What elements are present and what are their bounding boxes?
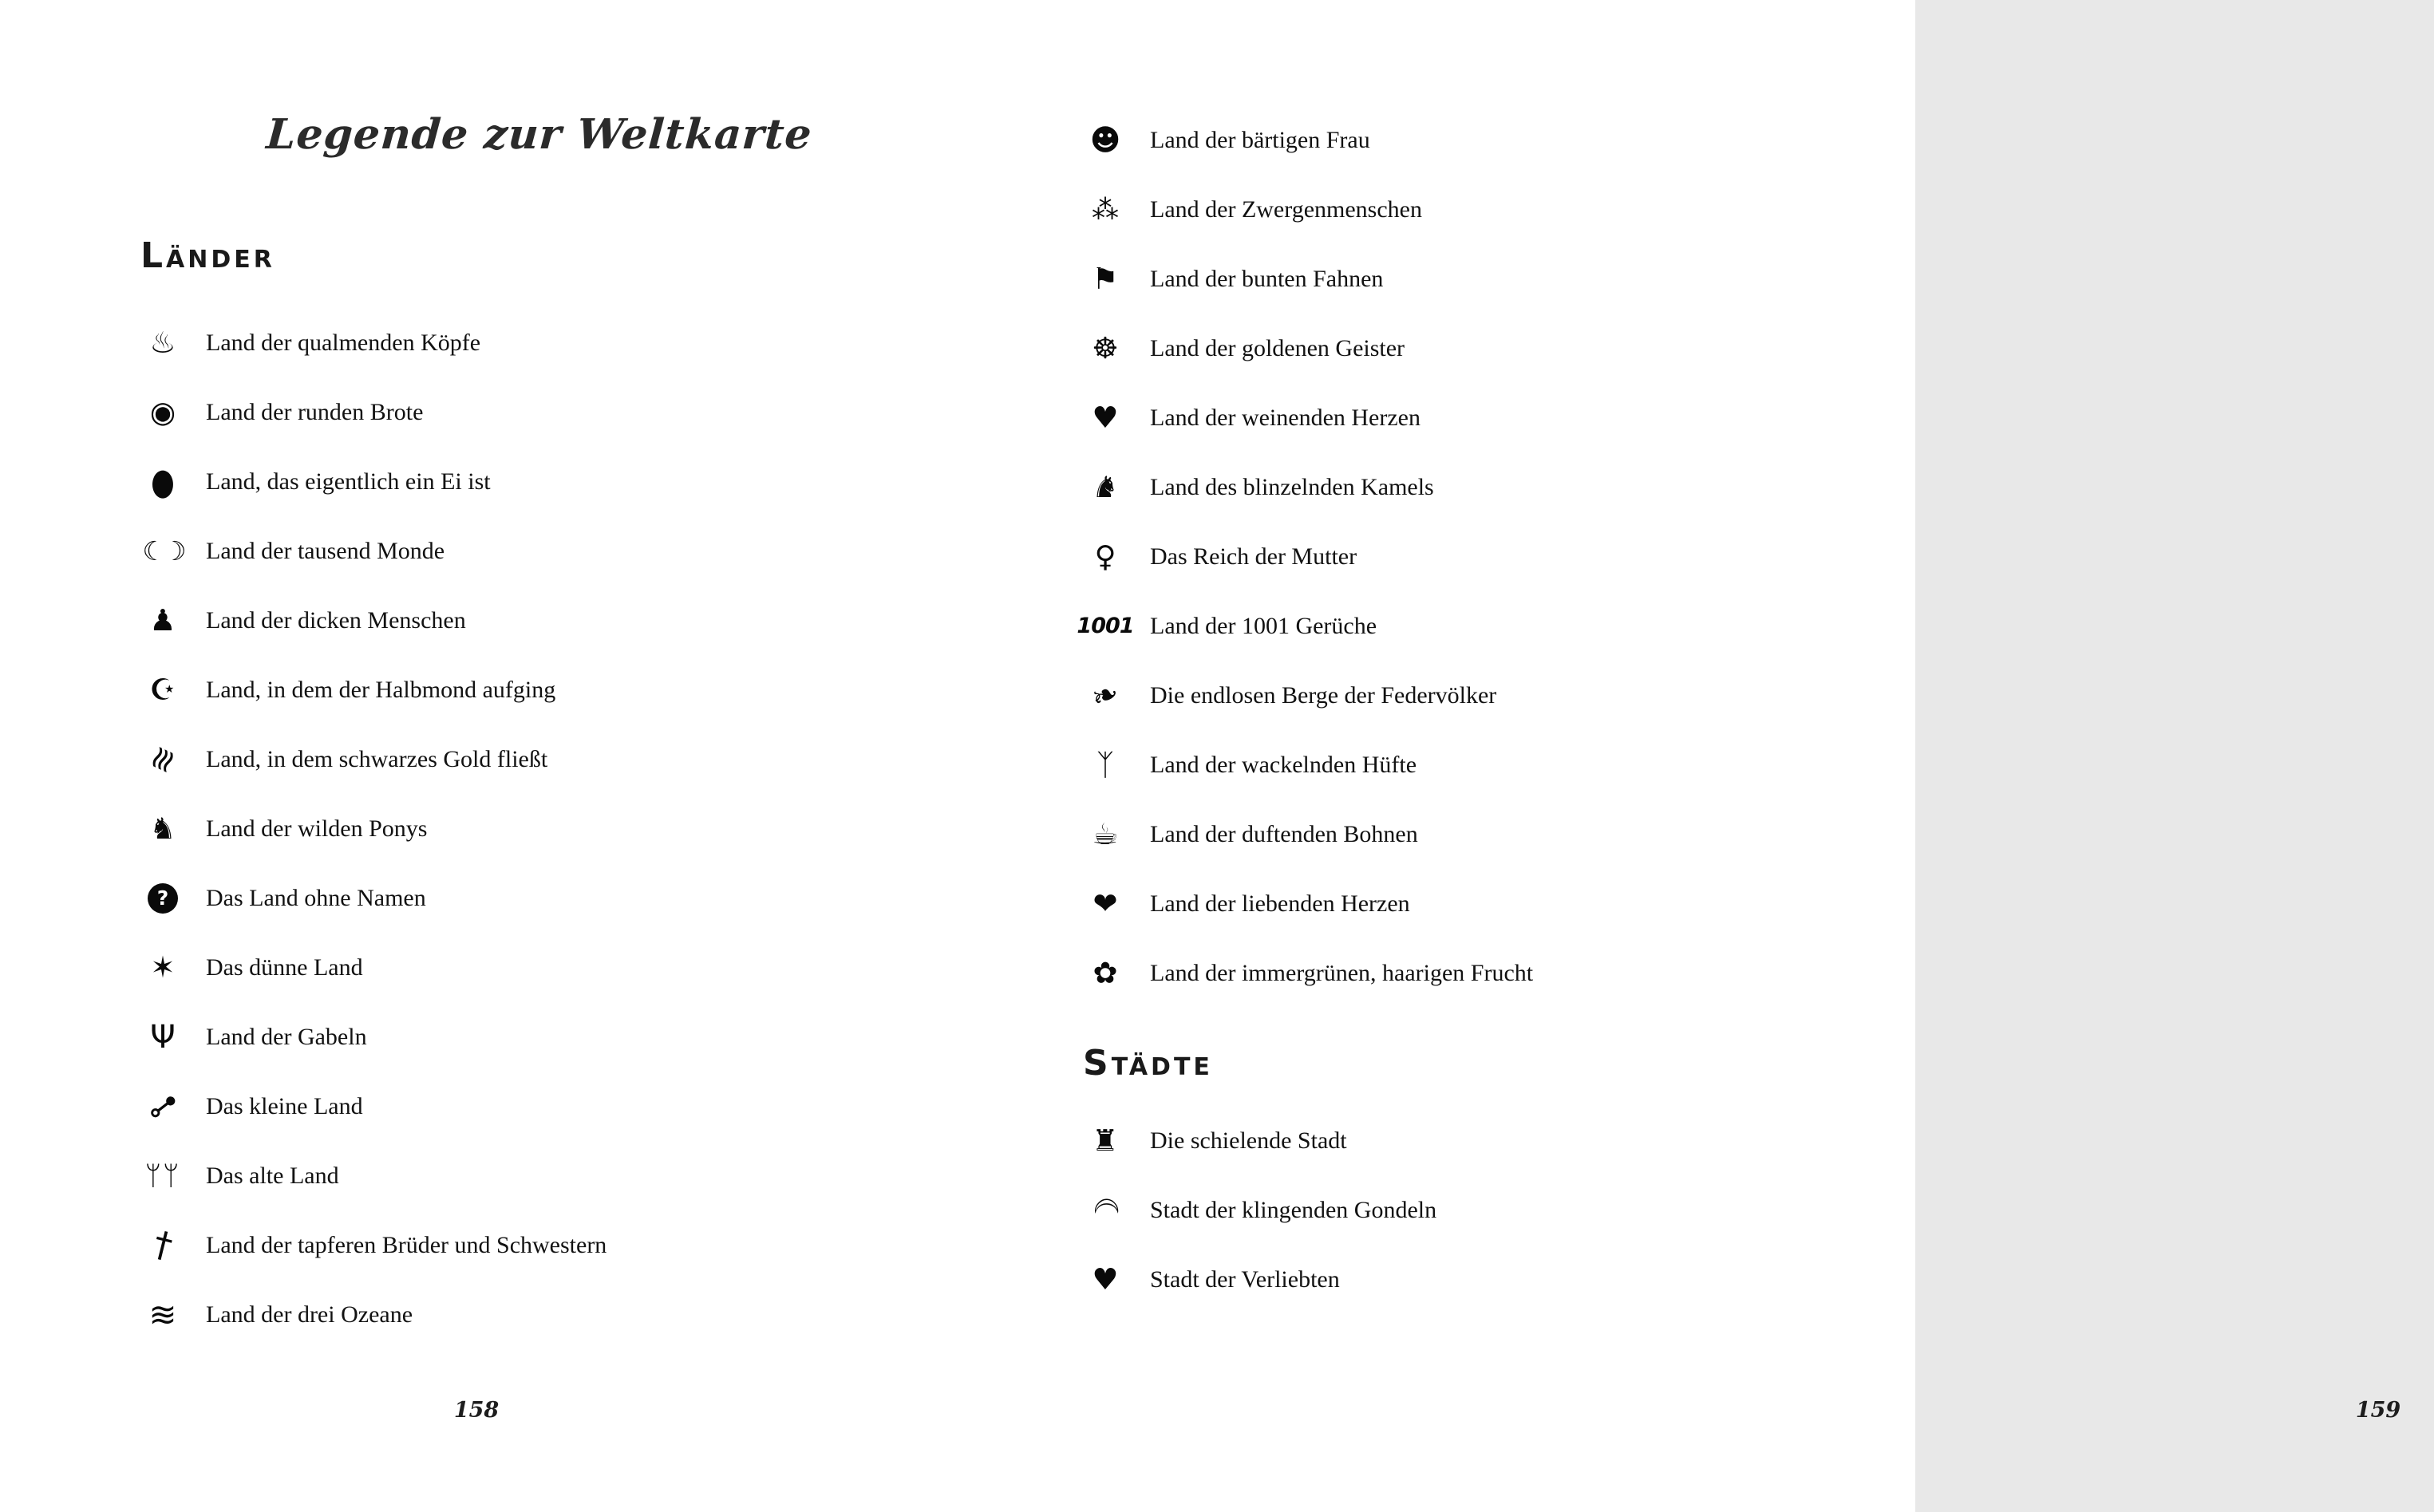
legend-item — [140, 1280, 958, 1349]
legend-label: Die endlosen Berge der Federvölker — [1150, 681, 1497, 709]
coffee-beans-icon: ☕ — [1092, 817, 1119, 851]
legend-item — [140, 516, 958, 586]
golden-spirit-icon: ☸ — [1092, 331, 1119, 365]
legend-label: Land der wackelnden Hüfte — [1150, 751, 1417, 778]
egg-icon: ● — [151, 460, 175, 503]
legend-label: Land der bunten Fahnen — [1150, 265, 1384, 292]
legend-label: Land der tausend Monde — [206, 537, 445, 564]
legend-label: Land der Gabeln — [206, 1023, 367, 1050]
dwarf-people-icon: ⁂ — [1092, 193, 1119, 226]
hairy-fruit-plant-icon: ✿ — [1093, 956, 1118, 990]
flags-icon: ⚑ — [1092, 262, 1119, 296]
legend-item — [1083, 730, 1915, 799]
legend-item — [140, 724, 958, 794]
legend-label: Land der qualmenden Köpfe — [206, 329, 481, 356]
legend-label: Land der runden Brote — [206, 398, 424, 425]
legend-label: Land der Zwergenmenschen — [1150, 195, 1422, 223]
page-right — [958, 0, 2401, 1512]
wild-pony-icon: ♞ — [149, 811, 176, 846]
key-icon: ⊶ — [139, 1082, 187, 1131]
legend-label: Land, in dem der Halbmond aufging — [206, 676, 556, 703]
legend-label: Land der bärtigen Frau — [1150, 126, 1370, 153]
legend-label: Stadt der Verliebten — [1150, 1265, 1340, 1293]
legend-list-laender-continued — [1077, 105, 1915, 1008]
old-birds-icon: ᛘᛘ — [144, 1159, 181, 1192]
starburst-icon: ✶ — [150, 950, 176, 985]
legend-label: Das dünne Land — [206, 953, 363, 981]
legend-list-laender — [140, 308, 958, 1349]
legend-item — [140, 655, 958, 724]
legend-list-staedte — [1083, 1106, 1915, 1314]
loving-heart-icon: ❤ — [1093, 886, 1118, 921]
round-breads-icon: ◉ — [149, 395, 176, 429]
legend-label: Land des blinzelnden Kamels — [1150, 473, 1434, 500]
legend-label: Das kleine Land — [206, 1092, 363, 1119]
legend-item — [1083, 1245, 1915, 1314]
page-number-left: 158 — [453, 1398, 500, 1423]
legend-item — [1083, 869, 1915, 938]
gondola-icon: ☾ — [1087, 1195, 1124, 1225]
legend-label: Land der immergrünen, haarigen Frucht — [1150, 959, 1534, 986]
legend-label: Land der weinenden Herzen — [1150, 404, 1420, 431]
legend-item — [1083, 383, 1915, 452]
thousand-moons-icon: ☾☽ — [142, 535, 184, 567]
legend-item — [140, 1141, 958, 1210]
dancer-icon: ᛉ — [1096, 748, 1115, 782]
legend-item — [1083, 799, 1915, 869]
bearded-woman-mask-icon: ☻ — [1089, 123, 1121, 157]
legend-item — [140, 863, 958, 933]
legend-label: Land der liebenden Herzen — [1150, 890, 1410, 917]
legend-item — [140, 1210, 958, 1280]
legend-item — [1077, 591, 1915, 661]
legend-item — [1083, 314, 1915, 383]
legend-item — [140, 308, 958, 377]
fat-person-icon: ♟ — [149, 603, 176, 638]
ocean-waves-icon: ≋ — [148, 1294, 177, 1334]
legend-label: Stadt der klingenden Gondeln — [1150, 1196, 1437, 1223]
legend-label: Land der wilden Ponys — [206, 815, 428, 842]
city-tower-icon: ♜ — [1092, 1123, 1119, 1158]
legend-item — [1083, 938, 1915, 1008]
cutlery-icon: Ψ — [150, 1018, 176, 1056]
legend-label: Land der 1001 Gerüche — [1150, 612, 1377, 639]
legend-item — [140, 377, 958, 447]
legend-item — [140, 1072, 958, 1141]
page-left — [0, 0, 958, 1512]
legend-label: Land, in dem schwarzes Gold fließt — [206, 745, 548, 772]
legend-item — [1083, 1106, 1915, 1175]
section-header-laender: LÄNDER — [140, 235, 275, 276]
legend-label: Die schielende Stadt — [1150, 1127, 1347, 1154]
legend-label: Das alte Land — [206, 1162, 339, 1189]
black-gold-waves-icon: ≋ — [140, 739, 185, 780]
question-mark-badge-icon: ? — [148, 883, 178, 914]
camel-icon: ♞ — [1092, 470, 1119, 504]
legend-label: Land der tapferen Brüder und Schwestern — [206, 1231, 607, 1258]
mother-child-icon: ♀ — [1094, 539, 1116, 574]
lovers-heart-icon: ♥ — [1092, 1262, 1119, 1297]
sword-icon: † — [149, 1222, 176, 1267]
legend-item — [1083, 175, 1915, 244]
halfmoon-star-icon: ☪ — [149, 673, 176, 707]
legend-label: Land der goldenen Geister — [1150, 334, 1405, 361]
legend-label: Land der drei Ozeane — [206, 1301, 413, 1328]
legend-label: Das Reich der Mutter — [1150, 543, 1357, 570]
legend-label: Das Land ohne Namen — [206, 884, 426, 911]
smoking-heads-icon: ♨ — [149, 326, 176, 360]
legend-label: Land der duftenden Bohnen — [1150, 820, 1418, 847]
legend-item — [140, 1002, 958, 1072]
legend-item — [1083, 1175, 1915, 1245]
numerals-1001-icon: 1001 — [1077, 614, 1134, 638]
crying-heart-icon: ♥ — [1092, 401, 1119, 435]
legend-label: Land der dicken Menschen — [206, 606, 466, 634]
legend-item — [140, 794, 958, 863]
legend-item — [140, 447, 958, 516]
legend-item — [140, 586, 958, 655]
legend-item — [1083, 452, 1915, 522]
legend-item — [1083, 661, 1915, 730]
legend-item — [1083, 105, 1915, 175]
page-number-right: 159 — [2355, 1398, 2401, 1423]
legend-item — [1083, 244, 1915, 314]
legend-label: Land, das eigentlich ein Ei ist — [206, 468, 491, 495]
feather-icon: ❧ — [1086, 673, 1124, 717]
legend-item — [140, 933, 958, 1002]
page-title: Legende zur Weltkarte — [264, 110, 814, 159]
section-header-staedte: STÄDTE — [1083, 1043, 1213, 1084]
legend-item — [1083, 522, 1915, 591]
